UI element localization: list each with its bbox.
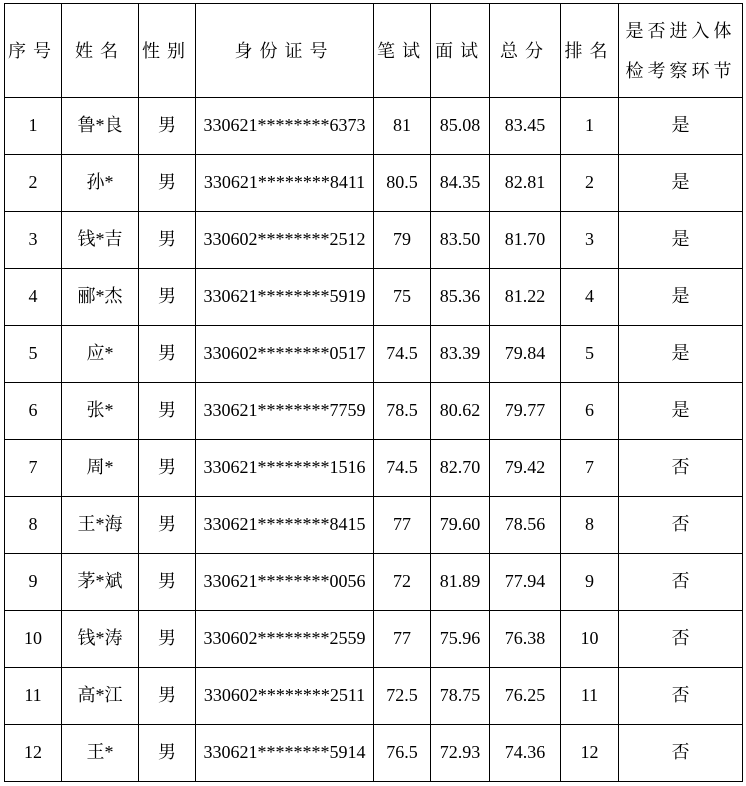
cell-serial-number: 2	[5, 155, 62, 212]
header-row	[5, 4, 743, 98]
cell-id-number: 330621********7759	[196, 383, 374, 440]
cell-name: 孙*	[62, 155, 139, 212]
cell-enter-medical-check: 否	[619, 554, 743, 611]
cell-serial-number: 8	[5, 497, 62, 554]
column-header-interview: 面试	[431, 4, 490, 98]
cell-gender: 男	[139, 269, 196, 326]
cell-enter-medical-check: 是	[619, 269, 743, 326]
cell-gender: 男	[139, 611, 196, 668]
cell-written-test: 74.5	[374, 440, 431, 497]
cell-name: 应*	[62, 326, 139, 383]
cell-gender: 男	[139, 98, 196, 155]
column-header-serial-number: 序号	[5, 4, 62, 98]
cell-written-test: 78.5	[374, 383, 431, 440]
cell-enter-medical-check: 是	[619, 212, 743, 269]
cell-gender: 男	[139, 497, 196, 554]
cell-name: 王*	[62, 725, 139, 782]
cell-interview: 82.70	[431, 440, 490, 497]
cell-serial-number: 7	[5, 440, 62, 497]
cell-interview: 75.96	[431, 611, 490, 668]
cell-serial-number: 12	[5, 725, 62, 782]
cell-rank: 6	[561, 383, 619, 440]
table-row	[5, 497, 743, 554]
table-row	[5, 326, 743, 383]
table-row	[5, 155, 743, 212]
cell-interview: 78.75	[431, 668, 490, 725]
cell-serial-number: 5	[5, 326, 62, 383]
cell-enter-medical-check: 是	[619, 383, 743, 440]
cell-interview: 79.60	[431, 497, 490, 554]
cell-id-number: 330621********0056	[196, 554, 374, 611]
column-header-rank: 排名	[561, 4, 619, 98]
cell-enter-medical-check: 是	[619, 155, 743, 212]
cell-total-score: 81.70	[490, 212, 561, 269]
table-row	[5, 440, 743, 497]
cell-written-test: 75	[374, 269, 431, 326]
column-header-enter-medical-check: 是否进入体检考察环节	[619, 4, 743, 98]
cell-serial-number: 6	[5, 383, 62, 440]
column-header-total-score: 总分	[490, 4, 561, 98]
cell-gender: 男	[139, 326, 196, 383]
cell-enter-medical-check: 否	[619, 611, 743, 668]
table-row	[5, 611, 743, 668]
cell-id-number: 330602********2512	[196, 212, 374, 269]
cell-id-number: 330621********5914	[196, 725, 374, 782]
column-header-id-number: 身份证号	[196, 4, 374, 98]
cell-rank: 5	[561, 326, 619, 383]
cell-id-number: 330602********2511	[196, 668, 374, 725]
cell-total-score: 79.42	[490, 440, 561, 497]
cell-id-number: 330621********6373	[196, 98, 374, 155]
cell-enter-medical-check: 否	[619, 668, 743, 725]
cell-rank: 2	[561, 155, 619, 212]
cell-id-number: 330621********1516	[196, 440, 374, 497]
cell-name: 郦*杰	[62, 269, 139, 326]
cell-rank: 9	[561, 554, 619, 611]
cell-gender: 男	[139, 155, 196, 212]
cell-serial-number: 11	[5, 668, 62, 725]
cell-gender: 男	[139, 554, 196, 611]
cell-serial-number: 4	[5, 269, 62, 326]
cell-total-score: 79.84	[490, 326, 561, 383]
cell-enter-medical-check: 是	[619, 326, 743, 383]
cell-gender: 男	[139, 440, 196, 497]
table-row	[5, 383, 743, 440]
cell-name: 鲁*良	[62, 98, 139, 155]
cell-written-test: 74.5	[374, 326, 431, 383]
cell-rank: 4	[561, 269, 619, 326]
cell-enter-medical-check: 否	[619, 725, 743, 782]
cell-interview: 85.08	[431, 98, 490, 155]
table-row	[5, 554, 743, 611]
cell-gender: 男	[139, 668, 196, 725]
cell-name: 钱*涛	[62, 611, 139, 668]
cell-id-number: 330621********8415	[196, 497, 374, 554]
cell-total-score: 83.45	[490, 98, 561, 155]
cell-id-number: 330602********0517	[196, 326, 374, 383]
cell-rank: 7	[561, 440, 619, 497]
cell-written-test: 72	[374, 554, 431, 611]
cell-name: 张*	[62, 383, 139, 440]
table-row	[5, 725, 743, 782]
cell-rank: 10	[561, 611, 619, 668]
table-row	[5, 269, 743, 326]
cell-total-score: 82.81	[490, 155, 561, 212]
cell-serial-number: 10	[5, 611, 62, 668]
cell-id-number: 330621********5919	[196, 269, 374, 326]
cell-name: 钱*吉	[62, 212, 139, 269]
cell-interview: 84.35	[431, 155, 490, 212]
cell-enter-medical-check: 否	[619, 440, 743, 497]
cell-written-test: 77	[374, 497, 431, 554]
cell-serial-number: 1	[5, 98, 62, 155]
cell-interview: 80.62	[431, 383, 490, 440]
column-header-name: 姓名	[62, 4, 139, 98]
table-row	[5, 98, 743, 155]
cell-gender: 男	[139, 725, 196, 782]
cell-total-score: 79.77	[490, 383, 561, 440]
cell-gender: 男	[139, 383, 196, 440]
cell-enter-medical-check: 是	[619, 98, 743, 155]
cell-interview: 72.93	[431, 725, 490, 782]
column-header-gender: 性别	[139, 4, 196, 98]
cell-rank: 3	[561, 212, 619, 269]
cell-interview: 83.39	[431, 326, 490, 383]
cell-interview: 83.50	[431, 212, 490, 269]
cell-name: 高*江	[62, 668, 139, 725]
table-header	[5, 4, 743, 98]
cell-gender: 男	[139, 212, 196, 269]
cell-rank: 1	[561, 98, 619, 155]
cell-total-score: 76.38	[490, 611, 561, 668]
cell-interview: 85.36	[431, 269, 490, 326]
cell-rank: 8	[561, 497, 619, 554]
table-row	[5, 668, 743, 725]
cell-name: 茅*斌	[62, 554, 139, 611]
cell-total-score: 74.36	[490, 725, 561, 782]
cell-serial-number: 9	[5, 554, 62, 611]
cell-written-test: 77	[374, 611, 431, 668]
cell-written-test: 72.5	[374, 668, 431, 725]
cell-name: 周*	[62, 440, 139, 497]
table-row	[5, 212, 743, 269]
cell-total-score: 78.56	[490, 497, 561, 554]
cell-serial-number: 3	[5, 212, 62, 269]
cell-id-number: 330602********2559	[196, 611, 374, 668]
cell-id-number: 330621********8411	[196, 155, 374, 212]
cell-written-test: 79	[374, 212, 431, 269]
table-body	[5, 98, 743, 782]
column-header-written-test: 笔试	[374, 4, 431, 98]
cell-rank: 11	[561, 668, 619, 725]
cell-rank: 12	[561, 725, 619, 782]
cell-total-score: 76.25	[490, 668, 561, 725]
cell-name: 王*海	[62, 497, 139, 554]
cell-written-test: 76.5	[374, 725, 431, 782]
cell-enter-medical-check: 否	[619, 497, 743, 554]
cell-total-score: 81.22	[490, 269, 561, 326]
cell-total-score: 77.94	[490, 554, 561, 611]
score-table	[4, 3, 743, 782]
cell-written-test: 81	[374, 98, 431, 155]
cell-written-test: 80.5	[374, 155, 431, 212]
cell-interview: 81.89	[431, 554, 490, 611]
